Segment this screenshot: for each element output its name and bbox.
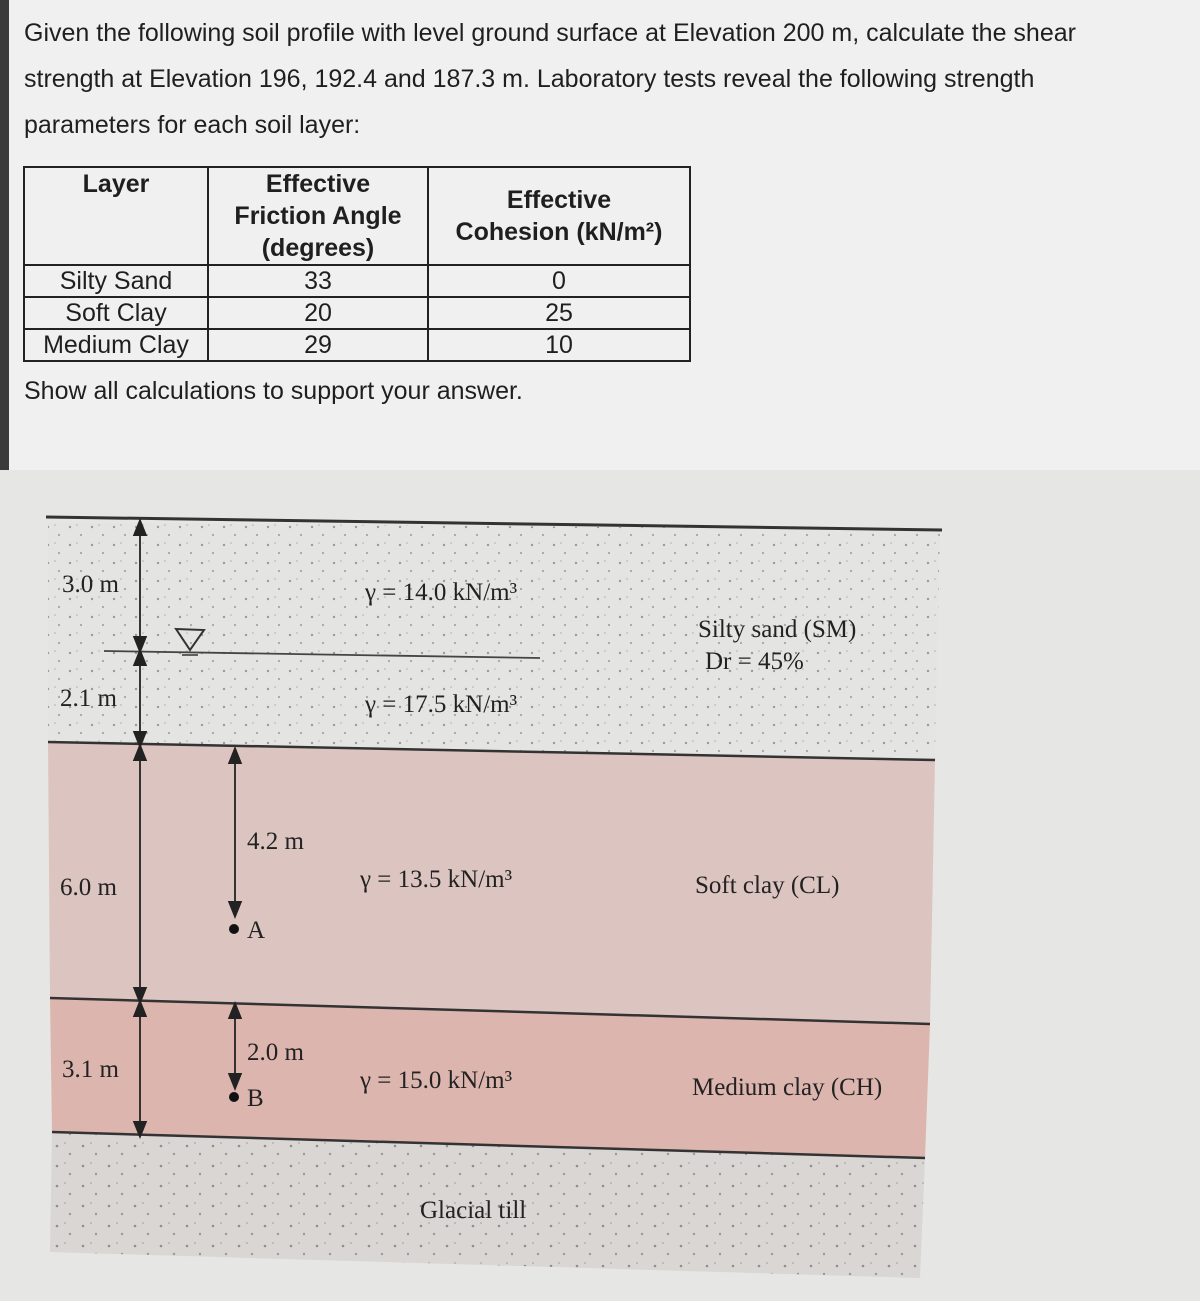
layer-label-glacial-till: Glacial till — [420, 1197, 527, 1224]
unit-weight-medium-clay: γ = 15.0 kN/m³ — [360, 1067, 513, 1094]
layer-label-medium-clay: Medium clay (CH) — [692, 1074, 883, 1101]
point-b-marker — [229, 1092, 239, 1102]
unit-weight-soft-clay: γ = 13.5 kN/m³ — [360, 866, 513, 893]
cell-phi: 33 — [208, 265, 428, 297]
dim-label-6m: 6.0 m — [60, 874, 117, 901]
point-a-marker — [229, 924, 239, 934]
unit-weight-sand-dry: γ = 14.0 kN/m³ — [365, 579, 518, 606]
dim-label-2-1m: 2.1 m — [60, 685, 117, 712]
cell-layer: Soft Clay — [24, 297, 208, 329]
dim-label-4-2m: 4.2 m — [247, 828, 304, 855]
cell-cohesion: 25 — [428, 297, 690, 329]
layer-label-silty-sand: Silty sand (SM) — [698, 616, 857, 643]
calculation-note: Show all calculations to support your answer. — [24, 377, 523, 405]
layer-label-relative-density: Dr = 45% — [705, 648, 804, 675]
dim-label-2m: 2.0 m — [247, 1039, 304, 1066]
point-b-label: B — [247, 1085, 264, 1112]
header-cohesion: Effective Cohesion (kN/m²) — [428, 167, 690, 265]
dim-label-3m: 3.0 m — [62, 571, 119, 598]
header-layer: Layer — [24, 167, 208, 265]
cell-layer: Silty Sand — [24, 265, 208, 297]
cell-phi: 20 — [208, 297, 428, 329]
problem-line-2: strength at Elevation 196, 192.4 and 187.3 m. Laboratory tests reveal the following strength — [24, 65, 1035, 93]
header-friction-angle: Effective Friction Angle (degrees) — [208, 167, 428, 265]
dim-label-3-1m: 3.1 m — [62, 1056, 119, 1083]
problem-line-3: parameters for each soil layer: — [24, 111, 361, 139]
layer-label-soft-clay: Soft clay (CL) — [695, 872, 840, 899]
cell-cohesion: 10 — [428, 329, 690, 361]
cell-cohesion: 0 — [428, 265, 690, 297]
cell-phi: 29 — [208, 329, 428, 361]
point-a-label: A — [247, 917, 266, 944]
cell-layer: Medium Clay — [24, 329, 208, 361]
unit-weight-sand-sat: γ = 17.5 kN/m³ — [365, 691, 518, 718]
problem-line-1: Given the following soil profile with level ground surface at Elevation 200 m, calculate the shear — [24, 19, 1076, 47]
